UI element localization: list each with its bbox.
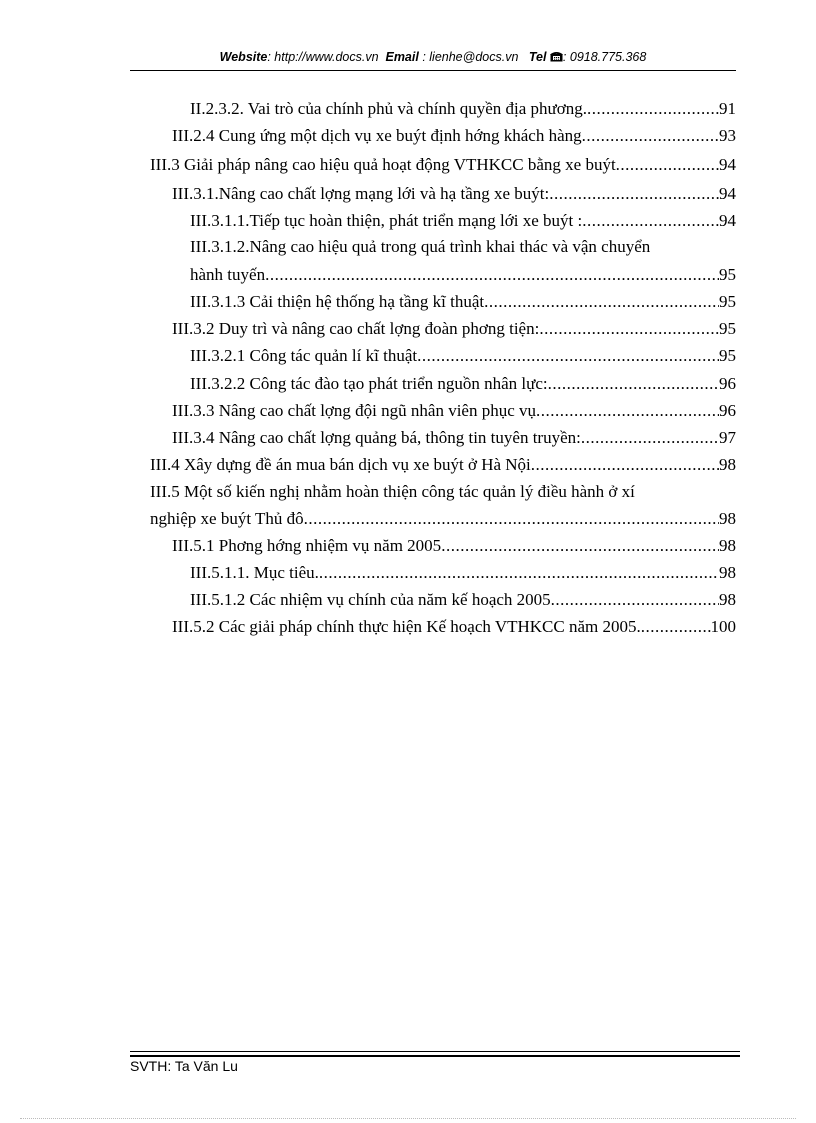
toc-entry[interactable]: III.3.1.3 Cải thiện hệ thống hạ tầng kĩ thuật ..... 95 bbox=[190, 290, 736, 314]
tel-value: : 0918.775.368 bbox=[562, 50, 647, 64]
toc-entry[interactable]: III.3.2.1 Công tác quản lí kĩ thuật ..... 95 bbox=[190, 344, 736, 368]
toc-entry[interactable]: III.3.4 Nâng cao chất lợng quảng bá, thông tin tuyên truyền: ..... 97 bbox=[172, 426, 736, 450]
page-bottom-border bbox=[20, 1118, 796, 1119]
header-divider bbox=[130, 70, 736, 71]
toc-entry[interactable]: nghiệp xe buýt Thủ đô ..... 98 bbox=[150, 507, 736, 531]
email-value: : lienhe@docs.vn bbox=[418, 50, 519, 64]
footer-divider-thin bbox=[130, 1051, 740, 1052]
toc-entry[interactable]: III.5.2 Các giải pháp chính thực hiện Kế hoạch VTHKCC năm 2005. ..... 100 bbox=[172, 615, 736, 639]
footer-author: SVTH: Ta Văn Lu bbox=[130, 1058, 238, 1074]
toc-entry[interactable]: II.2.3.2. Vai trò của chính phủ và chính quyền địa phương. ..... 91 bbox=[190, 97, 736, 121]
toc-entry[interactable]: III.4 Xây dựng đề án mua bán dịch vụ xe buýt ở Hà Nội ..... 98 bbox=[150, 453, 736, 477]
email-label: Email bbox=[385, 50, 419, 64]
toc-entry[interactable]: III.3.2 Duy trì và nâng cao chất lợng đoàn phơng tiện: ..... 95 bbox=[172, 317, 736, 341]
website-value: : http://www.docs.vn bbox=[267, 50, 379, 64]
toc-entry[interactable]: III.5 Một số kiến nghị nhằm hoàn thiện công tác quản lý điều hành ở xí bbox=[150, 482, 635, 501]
page-header bbox=[130, 50, 736, 64]
website-label: Website bbox=[219, 50, 268, 64]
toc-entry[interactable]: III.2.4 Cung ứng một dịch vụ xe buýt định hớng khách hàng ..... 93 bbox=[172, 124, 736, 148]
toc-entry[interactable]: III.3 Giải pháp nâng cao hiệu quả hoạt động VTHKCC bằng xe buýt ..... 94 bbox=[150, 153, 736, 177]
toc-entry[interactable]: III.3.1.2.Nâng cao hiệu quả trong quá trình khai thác và vận chuyển bbox=[190, 237, 651, 256]
toc-entry[interactable]: III.3.2.2 Công tác đào tạo phát triển nguồn nhân lực: ..... 96 bbox=[190, 372, 736, 396]
toc-entry[interactable]: III.5.1.2 Các nhiệm vụ chính của năm kế hoạch 2005 ..... 98 bbox=[190, 588, 736, 612]
toc-entry[interactable]: III.3.3 Nâng cao chất lợng đội ngũ nhân viên phục vụ ..... 96 bbox=[172, 399, 736, 423]
toc-entry[interactable]: III.5.1 Phơng hớng nhiệm vụ năm 2005 ..... 98 bbox=[172, 534, 736, 558]
toc-entry[interactable]: hành tuyến ..... 95 bbox=[190, 263, 736, 287]
phone-icon bbox=[550, 50, 563, 64]
toc-entry[interactable]: III.3.1.Nâng cao chất lợng mạng lới và hạ tầng xe buýt: ..... 94 bbox=[172, 182, 736, 206]
toc-entry[interactable]: III.5.1.1. Mục tiêu. ..... 98 bbox=[190, 561, 736, 585]
tel-label: Tel bbox=[528, 50, 547, 64]
toc-entry[interactable]: III.3.1.1.Tiếp tục hoàn thiện, phát triển mạng lới xe buýt : ..... 94 bbox=[190, 209, 736, 233]
